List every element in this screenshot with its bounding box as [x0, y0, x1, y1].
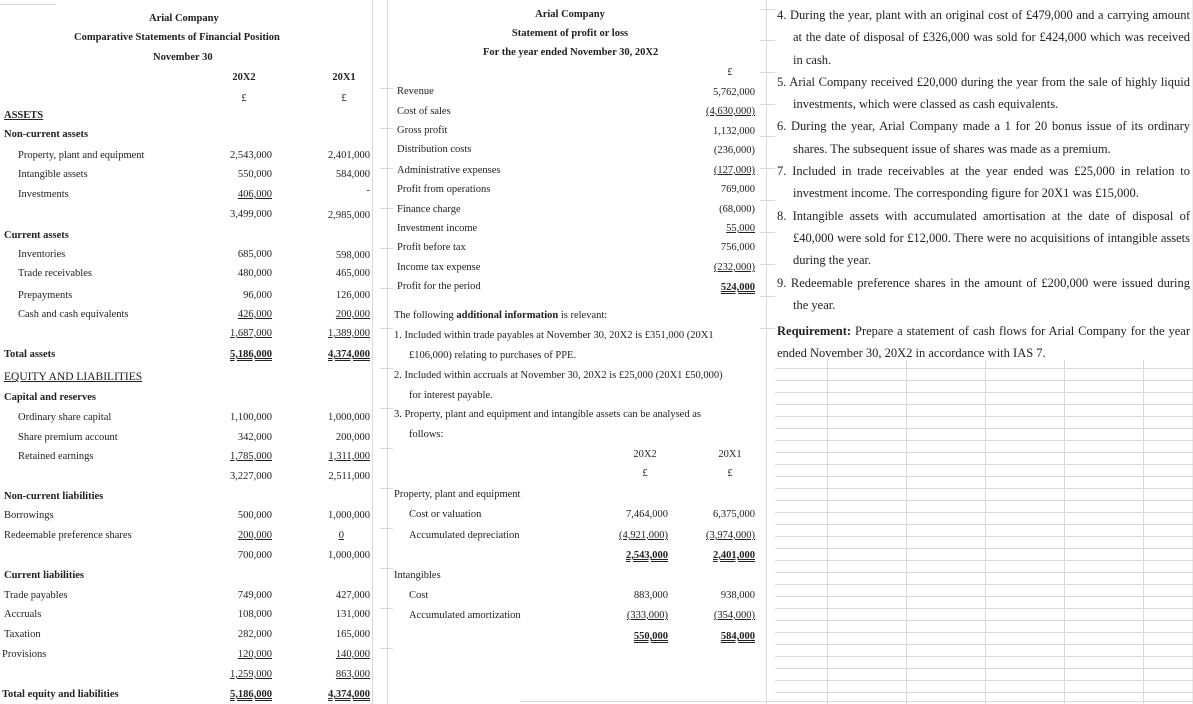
borrowings-20x1: 1,000,000	[328, 510, 370, 521]
pl-currency: £	[727, 67, 733, 78]
distribution-value: (236,000)	[713, 145, 755, 156]
analysis-ppe-heading: Property, plant and equipment	[394, 489, 521, 500]
admin-value: (127,000)	[713, 165, 755, 176]
cl-heading: Current liabilities	[4, 570, 85, 581]
prepayments-20x2: 96,000	[243, 290, 272, 301]
investment-income-label: Investment income	[397, 223, 478, 234]
gross-profit-label: Gross profit	[397, 125, 448, 136]
info-intro-post: is relevant:	[558, 310, 608, 321]
sofp-col1-currency: £	[241, 93, 247, 104]
requirement	[777, 320, 1190, 364]
note-6: 6. During the year, Arial Company made a 1 for 20 bonus issue of its ordinary shares. The subsequent issue of shares was made as a premium.	[777, 119, 1190, 156]
share-premium-20x2: 342,000	[237, 432, 272, 443]
inventories-label: Inventories	[18, 249, 66, 260]
pref-shares-20x1: 0	[338, 530, 344, 541]
total-assets-20x2: 5,186,000	[230, 349, 272, 360]
payables-label: Trade payables	[4, 590, 68, 601]
operating-label: Profit from operations	[397, 184, 491, 195]
distribution-label: Distribution costs	[397, 144, 472, 155]
investments-20x1: -	[366, 185, 370, 196]
intangibles-20x1: 584,000	[335, 169, 370, 180]
note-9: 9. Redeemable preference shares in the amount of £200,000 were issued during the year.	[777, 275, 1190, 312]
sofp-date: November 30	[153, 52, 213, 63]
ppe-dep-20x2: (4,921,000)	[619, 530, 668, 541]
equity-total-20x1: 2,511,000	[328, 471, 370, 482]
provisions-20x2: 120,000	[237, 649, 272, 660]
revenue-label: Revenue	[397, 86, 434, 97]
pl-title: Statement of profit or loss	[511, 28, 629, 39]
cash-20x2: 426,000	[237, 309, 272, 320]
equity-total-20x2: 3,227,000	[230, 471, 272, 482]
ppe-label: Property, plant and equipment	[18, 150, 145, 161]
finance-value: (68,000)	[719, 204, 755, 215]
total-assets-20x1: 4,374,000	[328, 349, 370, 360]
int-cost-label: Cost	[409, 590, 429, 601]
prepayments-20x1: 126,000	[335, 290, 370, 301]
sofp-company: Arial Company	[149, 13, 219, 24]
cost-of-sales-value: (4,630,000)	[706, 106, 755, 117]
sofp-title: Comparative Statements of Financial Position	[74, 32, 280, 43]
note3-line1: 3. Property, plant and equipment and intangible assets can be analysed as	[394, 409, 701, 420]
info-intro-bold: additional information	[456, 310, 559, 321]
profit-label: Profit for the period	[397, 281, 481, 292]
provisions-label: Provisions	[2, 649, 47, 660]
analysis-col2-header: 20X1	[718, 449, 742, 460]
int-amort-label: Accumulated amortization	[409, 610, 521, 621]
provisions-20x1: 140,000	[335, 649, 370, 660]
int-net-20x1: 584,000	[720, 631, 755, 642]
analysis-col1-currency: £	[642, 468, 648, 479]
tax-value: (232,000)	[713, 262, 755, 273]
int-amort-20x1: (354,000)	[713, 610, 755, 621]
ppe-dep-20x1: (3,974,000)	[706, 530, 755, 541]
assets-heading: ASSETS	[4, 110, 44, 121]
pl-company: Arial Company	[535, 9, 605, 20]
investment-income-value: 55,000	[726, 223, 755, 234]
cl-total-20x2: 1,259,000	[230, 669, 272, 680]
borrowings-20x2: 500,000	[237, 510, 272, 521]
requirement-label: Requirement:	[777, 324, 852, 339]
payables-20x2: 749,000	[237, 590, 272, 601]
gross-profit-value: 1,132,000	[713, 126, 755, 137]
tax-label: Income tax expense	[397, 262, 481, 273]
sofp-col2-header: 20X1	[332, 72, 356, 83]
analysis-col2-currency: £	[727, 468, 733, 479]
total-eq-liab-20x1: 4,374,000	[328, 689, 370, 700]
info-intro-pre: The following	[394, 310, 457, 321]
capital-reserves-heading: Capital and reserves	[4, 392, 96, 403]
admin-label: Administrative expenses	[397, 165, 501, 176]
accruals-label: Accruals	[4, 609, 42, 620]
note3-line2: follows:	[409, 429, 444, 440]
finance-label: Finance charge	[397, 204, 461, 215]
int-amort-20x2: (333,000)	[626, 610, 668, 621]
receivables-20x1: 465,000	[335, 268, 370, 279]
payables-20x1: 427,000	[335, 590, 370, 601]
ppe-dep-label: Accumulated depreciation	[409, 530, 520, 541]
ppe-20x2: 2,543,000	[230, 150, 272, 161]
sofp-col2-currency: £	[341, 93, 347, 104]
noncurrent-assets-heading: Non-current assets	[4, 129, 89, 140]
inventories-20x1: 598,000	[335, 250, 370, 261]
cash-label: Cash and cash equivalents	[18, 309, 129, 320]
analysis-col1-header: 20X2	[633, 449, 657, 460]
current-assets-heading: Current assets	[4, 230, 69, 241]
ncl-total-20x1: 1,000,000	[328, 550, 370, 561]
info-intro	[394, 309, 607, 322]
accruals-20x1: 131,000	[335, 609, 370, 620]
retained-earnings-label: Retained earnings	[18, 451, 94, 462]
ppe-20x1: 2,401,000	[328, 150, 370, 161]
int-cost-20x2: 883,000	[633, 590, 668, 601]
inventories-20x2: 685,000	[237, 249, 272, 260]
investments-20x2: 406,000	[237, 189, 272, 200]
analysis-int-heading: Intangibles	[394, 570, 441, 581]
total-eq-liab-label: Total equity and liabilities	[2, 689, 119, 700]
pref-shares-20x2: 200,000	[237, 530, 272, 541]
receivables-label: Trade receivables	[18, 268, 92, 279]
note-8: 8. Intangible assets with accumulated amortisation at the date of disposal of £40,000 were sold for £12,000. There were no acquisitions of intangible assets during the year.	[777, 208, 1190, 268]
taxation-20x1: 165,000	[335, 629, 370, 640]
operating-value: 769,000	[720, 184, 755, 195]
note1-line1: 1. Included within trade payables at November 30, 20X2 is £351,000 (20X1	[394, 330, 714, 341]
retained-earnings-20x2: 1,785,000	[230, 451, 272, 462]
ca-total-20x2: 1,687,000	[230, 328, 272, 339]
note2-line2: for interest payable.	[409, 390, 493, 401]
share-capital-20x1: 1,000,000	[328, 412, 370, 423]
receivables-20x2: 480,000	[237, 268, 272, 279]
ppe-net-20x2: 2,543,000	[626, 550, 668, 561]
pbt-label: Profit before tax	[397, 242, 466, 253]
pref-shares-label: Redeemable preference shares	[4, 530, 132, 541]
taxation-20x2: 282,000	[237, 629, 272, 640]
note2-line1: 2. Included within accruals at November 30, 20X2 is £25,000 (20X1 £50,000)	[394, 370, 723, 381]
ncl-total-20x2: 700,000	[237, 550, 272, 561]
note-4: 4. During the year, plant with an original cost of £479,000 and a carrying amount at the date of disposal of £326,000 was sold for £424,000 which was received in cash.	[777, 8, 1190, 67]
ca-total-20x1: 1,389,000	[328, 328, 370, 339]
pbt-value: 756,000	[720, 242, 755, 253]
nca-total-20x1: 2,985,000	[328, 210, 370, 221]
pl-period: For the year ended November 30, 20X2	[483, 47, 659, 58]
revenue-value: 5,762,000	[713, 87, 755, 98]
share-premium-20x1: 200,000	[335, 432, 370, 443]
note1-line2: £106,000) relating to purchases of PPE.	[409, 350, 577, 361]
note-5: 5. Arial Company received £20,000 during the year from the sale of highly liquid investments, which were classed as cash equivalents.	[777, 74, 1190, 112]
ncl-heading: Non-current liabilities	[4, 491, 104, 502]
cl-total-20x1: 863,000	[335, 669, 370, 680]
intangibles-20x2: 550,000	[237, 169, 272, 180]
share-premium-label: Share premium account	[18, 432, 118, 443]
note-7: 7. Included in trade receivables at the year ended was £25,000 in relation to investment income. The corresponding figure for 20X1 was £15,000.	[777, 164, 1190, 201]
requirement-text: Prepare a statement of cash flows for Arial Company for the year ended November 30, 20X2 in accordance with IAS 7.	[777, 324, 1190, 361]
cost-of-sales-label: Cost of sales	[397, 106, 451, 117]
cash-20x1: 200,000	[335, 309, 370, 320]
int-cost-20x1: 938,000	[720, 590, 755, 601]
borrowings-label: Borrowings	[4, 510, 54, 521]
retained-earnings-20x1: 1,311,000	[328, 451, 370, 462]
intangibles-label: Intangible assets	[18, 169, 88, 180]
share-capital-label: Ordinary share capital	[18, 412, 112, 423]
ppe-net-20x1: 2,401,000	[713, 550, 755, 561]
prepayments-label: Prepayments	[18, 290, 73, 301]
total-assets-label: Total assets	[4, 349, 56, 360]
ppe-cost-20x1: 6,375,000	[713, 509, 755, 520]
taxation-label: Taxation	[4, 629, 41, 640]
accruals-20x2: 108,000	[237, 609, 272, 620]
total-eq-liab-20x2: 5,186,000	[230, 689, 272, 700]
investments-label: Investments	[18, 189, 69, 200]
ppe-cost-label: Cost or valuation	[409, 509, 482, 520]
notes-panel	[777, 4, 1190, 364]
int-net-20x2: 550,000	[633, 631, 668, 642]
share-capital-20x2: 1,100,000	[230, 412, 272, 423]
equity-liabilities-heading: EQUITY AND LIABILITIES	[4, 371, 143, 383]
nca-total-20x2: 3,499,000	[230, 209, 272, 220]
sofp-col1-header: 20X2	[232, 72, 256, 83]
profit-value: 524,000	[720, 282, 755, 293]
ppe-cost-20x2: 7,464,000	[626, 509, 668, 520]
